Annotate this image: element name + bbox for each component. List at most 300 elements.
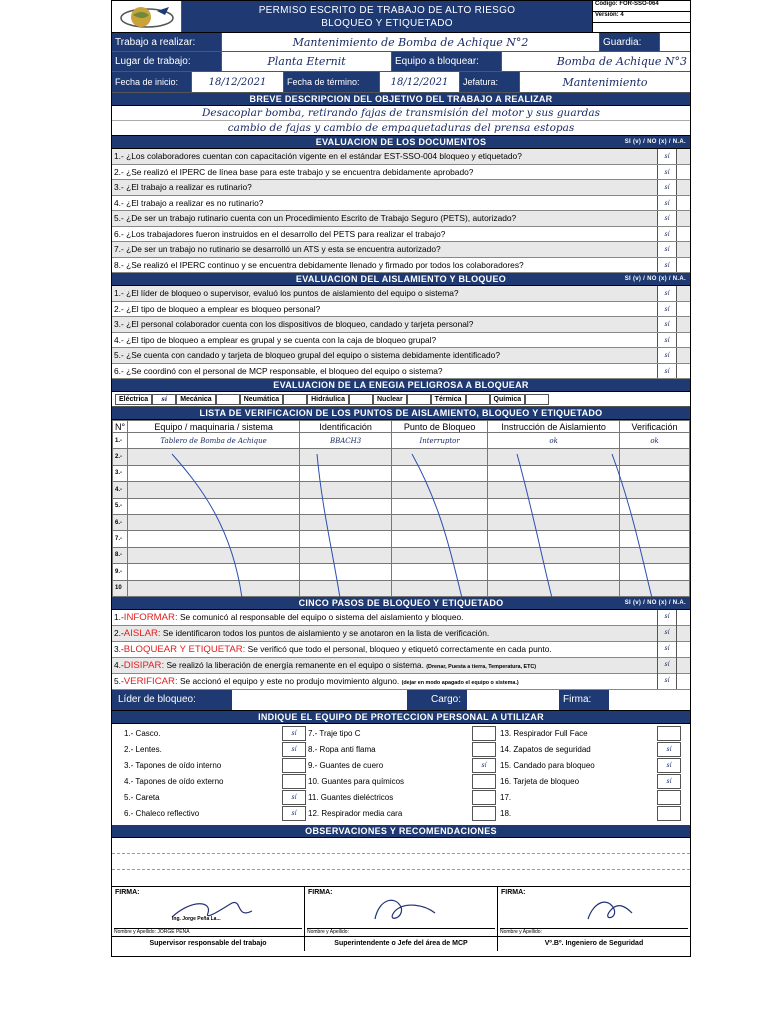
aislamiento-question	[112, 333, 690, 349]
paso-row	[112, 610, 690, 626]
paso-number: 2.-	[114, 627, 124, 638]
equipo-label: Equipo a bloquear:	[392, 52, 502, 71]
epp-item	[500, 726, 681, 742]
epp-item-label: 4.- Tapones de oído externo	[124, 777, 224, 787]
epp-item-checkbox[interactable]: sí	[282, 726, 306, 741]
epp-item-checkbox[interactable]	[472, 774, 496, 789]
aislamiento-question-text: 1.- ¿El líder de bloqueo o supervisor, evaluó los puntos de aislamiento del equipo o sistema?	[114, 288, 459, 298]
epp-item	[500, 806, 681, 822]
epp-item-label: 10. Guantes para químicos	[308, 777, 405, 787]
verificacion-title: LISTA DE VERIFICACION DE LOS PUNTOS DE AISLAMIENTO, BLOQUEO Y ETIQUETADO	[112, 407, 690, 420]
descripcion-title: BREVE DESCRIPCION DEL OBJETIVO DEL TRABAJO A REALIZAR	[112, 93, 690, 106]
epp-item-label: 11. Guantes dieléctricos	[308, 793, 394, 803]
lider-value[interactable]	[232, 690, 407, 710]
epp-item	[308, 758, 496, 774]
termino-value[interactable]: 18/12/2021	[380, 72, 460, 92]
verificacion-row	[113, 449, 690, 465]
aislamiento-question-text: 5.- ¿Se cuenta con candado y tarjeta de bloqueo grupal del equipo o sistema debidamente identificado?	[114, 350, 500, 360]
epp-item-label: 5.- Careta	[124, 793, 160, 803]
paso-answer[interactable]: sí	[657, 625, 677, 641]
aislamiento-answer[interactable]: sí	[657, 286, 677, 301]
documento-question-text: 6.- ¿Los trabajadores fueron instruidos en el desarrollo del PETS para realizar el trabajo?	[114, 228, 446, 239]
verificacion-cell[interactable]: ok	[488, 433, 620, 449]
verificacion-cell[interactable]	[392, 482, 488, 498]
epp-item-label: 17.	[500, 793, 512, 803]
aislamiento-list	[112, 286, 690, 379]
epp-item	[308, 774, 496, 790]
energia-row	[112, 392, 690, 407]
observaciones-title: OBSERVACIONES Y RECOMENDACIONES	[112, 825, 690, 838]
verificacion-cell[interactable]	[300, 531, 392, 547]
aislamiento-question-text: 2.- ¿El tipo de bloqueo a emplear es bloqueo personal?	[114, 303, 321, 314]
verificacion-cell[interactable]	[620, 547, 690, 563]
form-title-line-1: PERMISO ESCRITO DE TRABAJO DE ALTO RIESGO	[258, 4, 516, 16]
energia-type-checkbox[interactable]	[407, 394, 431, 405]
aislamiento-title	[112, 273, 690, 286]
firma-role: Supervisor responsable del trabajo	[112, 937, 305, 951]
verificacion-row	[113, 465, 690, 481]
paso-answer[interactable]: sí	[657, 609, 677, 625]
documento-answer[interactable]: sí	[657, 165, 677, 180]
verificacion-header-cell: N°	[113, 421, 128, 433]
documento-answer[interactable]: sí	[657, 196, 677, 211]
verificacion-table-wrap	[112, 420, 690, 597]
documento-answer[interactable]: sí	[657, 149, 677, 164]
cargo-value[interactable]	[467, 690, 559, 710]
paso-answer[interactable]: sí	[657, 641, 677, 657]
epp-item-checkbox[interactable]	[282, 774, 306, 789]
verificacion-cell[interactable]	[128, 449, 300, 465]
epp-item-label: 9.- Guantes de cuero	[308, 761, 384, 771]
firma-name-label: Nombre y Apellido:	[307, 928, 495, 935]
lider-row	[112, 690, 690, 711]
aislamiento-question	[112, 302, 690, 318]
epp-item-label: 6.- Chaleco reflectivo	[124, 809, 200, 819]
firma-box[interactable]	[498, 887, 690, 936]
verificacion-cell[interactable]	[620, 465, 690, 481]
verificacion-cell[interactable]	[128, 514, 300, 530]
aislamiento-question	[112, 348, 690, 364]
epp-item-checkbox[interactable]: sí	[657, 742, 681, 757]
firmas-row	[112, 886, 690, 936]
descripcion-line-2[interactable]: cambio de fajas y cambio de empaquetaduras del prensa estopas	[112, 121, 690, 136]
energia-type-label: Química	[490, 394, 526, 405]
epp-item-checkbox[interactable]	[657, 806, 681, 821]
documentos-answer-header: SI (v) / NO (x) / N.A.	[624, 139, 686, 145]
firma-box[interactable]	[305, 887, 498, 936]
descripcion-line-1[interactable]: Desacoplar bomba, retirando fajas de transmisión del motor y sus guardas	[112, 106, 690, 121]
handwritten-signature-icon	[498, 889, 688, 929]
verificacion-cell[interactable]	[128, 547, 300, 563]
epp-item-checkbox[interactable]: sí	[472, 758, 496, 773]
verificacion-cell[interactable]	[300, 498, 392, 514]
verificacion-cell[interactable]	[488, 465, 620, 481]
verificacion-cell[interactable]	[300, 564, 392, 580]
aislamiento-answer[interactable]: sí	[657, 333, 677, 348]
verificacion-cell[interactable]	[488, 482, 620, 498]
aislamiento-answer-header: SI (v) / NO (x) / N.A.	[624, 276, 686, 282]
paso-text-wrap	[112, 676, 657, 687]
epp-item	[124, 742, 306, 758]
verificacion-cell[interactable]	[488, 531, 620, 547]
energia-type-checkbox[interactable]	[349, 394, 373, 405]
epp-item-label: 14. Zapatos de seguridad	[500, 745, 591, 755]
paso-note: (dejar en modo apagado el equipo o sistema.)	[401, 679, 519, 686]
paso-key: DISIPAR:	[123, 659, 165, 671]
company-logo	[112, 1, 182, 32]
pasos-title	[112, 597, 690, 610]
paso-key: INFORMAR:	[123, 611, 178, 623]
verificacion-row-number: 4.-	[113, 482, 128, 498]
documento-question-text: 8.- ¿Se realizó el IPERC continuo y se encuentra debidamente llenado y firmado por todos los colaboradores?	[114, 259, 524, 270]
cargo-label: Cargo:	[430, 693, 461, 705]
work-row-2	[112, 52, 690, 72]
energia-type-checkbox[interactable]	[216, 394, 240, 405]
epp-item-checkbox[interactable]	[472, 726, 496, 741]
form-title	[182, 1, 592, 32]
energia-type-label: Térmica	[431, 394, 466, 405]
epp-item	[308, 726, 496, 742]
verificacion-cell[interactable]	[128, 482, 300, 498]
paso-note: (Drenar, Puesta a tierra, Temperatura, ETC)	[426, 663, 537, 670]
verificacion-row	[113, 547, 690, 563]
verificacion-row-number: 6.-	[113, 514, 128, 530]
verificacion-row-number: 5.-	[113, 498, 128, 514]
documento-answer[interactable]: sí	[657, 227, 677, 242]
jefatura-label: Jefatura:	[460, 72, 520, 92]
verificacion-cell[interactable]: BBACH3	[300, 433, 392, 449]
aislamiento-answer[interactable]: sí	[657, 317, 677, 332]
energia-type-label: Hidráulica	[307, 394, 349, 405]
paso-answer[interactable]: sí	[657, 657, 677, 673]
epp-item-label: 13. Respirador Full Face	[500, 729, 588, 739]
energia-type-checkbox[interactable]	[283, 394, 307, 405]
verificacion-row	[113, 433, 690, 449]
verificacion-header-cell: Equipo / maquinaria / sistema	[128, 421, 300, 433]
aislamiento-question-text: 3.- ¿El personal colaborador cuenta con los dispositivos de bloqueo, candado y tarjeta personal?	[114, 319, 474, 329]
documento-question	[112, 180, 690, 196]
epp-title: INDIQUE EL EQUIPO DE PROTECCION PERSONAL A UTILIZAR	[112, 711, 690, 724]
paso-number: 4.-	[114, 659, 124, 670]
epp-item	[308, 806, 496, 822]
work-row-3	[112, 72, 690, 93]
lugar-value[interactable]: Planta Eternit	[222, 52, 392, 71]
firma-role: Vº.Bº. Ingeniero de Seguridad	[544, 939, 644, 947]
documento-question-text: 1.- ¿Los colaboradores cuentan con capacitación vigente en el estándar EST-SSO-004 bloqueo y etiquetado?	[114, 151, 522, 161]
verificacion-row	[113, 498, 690, 514]
paso-row	[112, 658, 690, 674]
trabajo-value[interactable]: Mantenimiento de Bomba de Achique N°2	[222, 33, 600, 51]
aislamiento-question	[112, 286, 690, 302]
epp-item	[124, 726, 306, 742]
verificacion-cell[interactable]	[392, 465, 488, 481]
trabajo-label: Trabajo a realizar:	[112, 33, 222, 51]
epp-item	[124, 774, 306, 790]
firma-stamp: Ing. Jorge Peña La...	[172, 915, 221, 922]
documento-question	[112, 211, 690, 227]
verificacion-cell[interactable]	[620, 531, 690, 547]
termino-label: Fecha de término:	[284, 72, 380, 92]
documento-answer[interactable]: sí	[657, 242, 677, 257]
epp-item-label: 18.	[500, 809, 512, 819]
energia-type-checkbox[interactable]	[466, 394, 490, 405]
verificacion-row-number: 3.-	[113, 465, 128, 481]
epp-item-checkbox[interactable]	[282, 758, 306, 773]
verificacion-cell[interactable]	[488, 449, 620, 465]
epp-item	[124, 758, 306, 774]
verificacion-cell[interactable]	[128, 564, 300, 580]
verificacion-cell[interactable]: Interruptor	[392, 433, 488, 449]
verificacion-header-row	[113, 421, 690, 433]
documento-answer[interactable]: sí	[657, 180, 677, 195]
firma-name-label: Nombre y Apellido:	[500, 928, 688, 935]
paso-key: VERIFICAR:	[123, 675, 178, 687]
paso-row	[112, 626, 690, 642]
verificacion-cell[interactable]	[488, 547, 620, 563]
paso-key: BLOQUEAR Y ETIQUETAR:	[123, 643, 246, 655]
firma-box-label: FIRMA:	[308, 888, 333, 896]
epp-item-checkbox[interactable]	[472, 790, 496, 805]
paso-text-wrap	[112, 612, 657, 623]
verificacion-cell[interactable]	[488, 564, 620, 580]
observaciones-line-3[interactable]	[112, 870, 690, 886]
lugar-label: Lugar de trabajo:	[112, 52, 222, 71]
epp-item-checkbox[interactable]: sí	[657, 774, 681, 789]
verificacion-cell[interactable]	[392, 547, 488, 563]
epp-item-label: 8.- Ropa anti flama	[308, 745, 376, 755]
paso-text-wrap	[112, 660, 657, 671]
energia-type-label: Mecánica	[176, 394, 216, 405]
form-title-line-2: BLOQUEO Y ETIQUETADO	[321, 17, 453, 29]
paso-text: Se verificó que todo el personal, bloqueo y etiquetó correctamente en cada punto.	[247, 643, 552, 654]
paso-number: 1.-	[114, 611, 124, 622]
aislamiento-answer[interactable]: sí	[657, 348, 677, 363]
globe-logo-icon	[119, 3, 175, 31]
epp-item-label: 12. Respirador media cara	[308, 809, 403, 819]
epp-item	[124, 790, 306, 806]
documentos-title	[112, 136, 690, 149]
aislamiento-answer[interactable]: sí	[657, 364, 677, 379]
observaciones-line-2[interactable]	[112, 854, 690, 870]
verificacion-cell[interactable]	[620, 564, 690, 580]
verificacion-header-cell: Instrucción de Aislamiento	[488, 421, 620, 433]
verificacion-cell[interactable]	[620, 498, 690, 514]
epp-item-label: 2.- Lentes.	[124, 745, 162, 755]
documentos-list	[112, 149, 690, 273]
verificacion-cell[interactable]: Tablero de Bomba de Achique	[128, 433, 300, 449]
firma-box[interactable]	[112, 887, 305, 936]
paso-number: 3.-	[114, 643, 124, 654]
verificacion-row-number: 7.-	[113, 531, 128, 547]
pasos-list	[112, 610, 690, 690]
epp-item	[308, 790, 496, 806]
paso-text-wrap	[112, 644, 657, 655]
verificacion-cell[interactable]	[128, 531, 300, 547]
pasos-title-text: CINCO PASOS DE BLOQUEO Y ETIQUETADO	[298, 597, 504, 608]
verificacion-cell[interactable]: ok	[620, 433, 690, 449]
verificacion-row	[113, 514, 690, 530]
verificacion-cell[interactable]	[300, 465, 392, 481]
documento-question	[112, 227, 690, 243]
verificacion-cell[interactable]	[392, 449, 488, 465]
energia-type-checkbox[interactable]: sí	[152, 394, 176, 405]
verificacion-cell[interactable]	[300, 547, 392, 563]
verificacion-header-cell: Verificación	[620, 421, 690, 433]
equipo-value[interactable]: Bomba de Achique N°3	[556, 55, 687, 68]
inicio-value[interactable]: 18/12/2021	[192, 72, 284, 92]
energia-type-label: Neumática	[240, 394, 283, 405]
verificacion-cell[interactable]	[488, 498, 620, 514]
epp-grid	[112, 724, 690, 822]
epp-item-checkbox[interactable]	[657, 726, 681, 741]
paso-number: 5.-	[114, 675, 124, 686]
verificacion-cell[interactable]	[128, 498, 300, 514]
verificacion-row-number: 1.-	[113, 433, 128, 449]
jefatura-value[interactable]: Mantenimiento	[562, 75, 648, 89]
epp-item-checkbox[interactable]	[472, 742, 496, 757]
verificacion-cell[interactable]	[620, 580, 690, 596]
documento-answer[interactable]: sí	[657, 258, 677, 273]
verificacion-cell[interactable]	[392, 531, 488, 547]
aislamiento-title-text: EVALUACION DEL AISLAMIENTO Y BLOQUEO	[295, 274, 507, 284]
verificacion-cell[interactable]	[620, 449, 690, 465]
verificacion-cell[interactable]	[392, 580, 488, 596]
handwritten-signature-icon	[305, 889, 495, 929]
energia-type-label: Nuclear	[373, 394, 407, 405]
epp-item-label: 1.- Casco.	[124, 729, 161, 739]
verificacion-cell[interactable]	[392, 498, 488, 514]
energia-type-label: Eléctrica	[115, 394, 152, 405]
firma-label: Firma:	[563, 693, 592, 705]
verificacion-row-number: 8.-	[113, 547, 128, 563]
paso-text: Se accionó el equipo y este no produjo movimiento alguno.	[179, 675, 400, 686]
documento-question	[112, 149, 690, 165]
firma-box-label: FIRMA:	[501, 888, 526, 896]
lider-label: Líder de bloqueo:	[118, 693, 196, 705]
handwritten-signature-icon	[112, 889, 302, 929]
firmas-roles	[112, 936, 690, 951]
epp-item-label: 16. Tarjeta de bloqueo	[500, 777, 580, 787]
verificacion-cell[interactable]	[300, 482, 392, 498]
verificacion-row	[113, 564, 690, 580]
aislamiento-question	[112, 317, 690, 333]
documentos-title-text: EVALUACION DE LOS DOCUMENTOS	[315, 137, 487, 147]
paso-row	[112, 642, 690, 658]
firma-role: Superintendente o Jefe del área de MCP	[305, 937, 498, 951]
inicio-label: Fecha de inicio:	[112, 72, 192, 92]
verificacion-cell[interactable]	[128, 465, 300, 481]
guardia-value[interactable]	[660, 33, 690, 51]
documento-question	[112, 196, 690, 212]
verificacion-cell[interactable]	[488, 580, 620, 596]
epp-item-label: 3.- Tapones de oído interno	[124, 761, 222, 771]
form-code-box	[592, 1, 690, 32]
paso-text-wrap	[112, 628, 657, 639]
form-version: Versión: 4	[593, 12, 690, 23]
paso-text: Se realizó la liberación de energía remanente en el equipo o sistema.	[166, 659, 424, 670]
verificacion-cell[interactable]	[620, 482, 690, 498]
epp-item	[308, 742, 496, 758]
aislamiento-question-text: 6.- ¿Se coordinó con el personal de MCP responsable, el bloqueo del equipo o sistema?	[114, 365, 443, 376]
form-header	[112, 1, 690, 33]
firma-name-label: Nombre y Apellido: JORGE PEÑA	[114, 928, 302, 935]
verificacion-row	[113, 531, 690, 547]
paso-row	[112, 674, 690, 690]
documento-question-text: 7.- ¿De ser un trabajo no rutinario se desarrolló un ATS y esta se encuentra autorizado?	[114, 244, 441, 254]
verificacion-cell[interactable]	[488, 514, 620, 530]
aislamiento-question	[112, 364, 690, 380]
verificacion-table	[112, 420, 690, 597]
epp-column-3	[496, 726, 681, 822]
epp-item-checkbox[interactable]: sí	[657, 758, 681, 773]
documento-answer[interactable]: sí	[657, 211, 677, 226]
paso-text: Se identificaron todos los puntos de aislamiento y se anotaron en la lista de verificación.	[162, 627, 490, 638]
epp-item-checkbox[interactable]: sí	[282, 806, 306, 821]
verificacion-cell[interactable]	[300, 449, 392, 465]
verificacion-row	[113, 482, 690, 498]
energia-title: EVALUACION DE LA ENEGIA PELIGROSA A BLOQUEAR	[112, 379, 690, 392]
verificacion-header-cell: Punto de Bloqueo	[392, 421, 488, 433]
epp-item	[500, 758, 681, 774]
firma-box-label: FIRMA:	[115, 888, 140, 896]
work-row-1	[112, 33, 690, 52]
paso-answer[interactable]: sí	[657, 673, 677, 689]
energia-type-checkbox[interactable]	[525, 394, 549, 405]
documento-question-text: 2.- ¿Se realizó el IPERC de línea base para este trabajo y se encuentra debidamente aprobado?	[114, 166, 474, 177]
form-code: Código: FOR-SSO-064	[593, 1, 690, 12]
epp-item	[124, 806, 306, 822]
documento-question	[112, 242, 690, 258]
verificacion-row	[113, 580, 690, 596]
verificacion-cell[interactable]	[300, 514, 392, 530]
epp-column-2	[306, 726, 496, 822]
verificacion-header-cell: Identificación	[300, 421, 392, 433]
epp-item-checkbox[interactable]	[472, 806, 496, 821]
verificacion-cell[interactable]	[128, 580, 300, 596]
epp-item	[500, 742, 681, 758]
epp-column-1	[116, 726, 306, 822]
aislamiento-question-text: 4.- ¿El tipo de bloqueo a emplear es grupal y se cuenta con la caja de bloqueo grupal?	[114, 334, 437, 345]
verificacion-cell[interactable]	[392, 564, 488, 580]
verificacion-row-number: 2.-	[113, 449, 128, 465]
documento-question	[112, 258, 690, 274]
paso-text: Se comunicó al responsable del equipo o sistema del aislamiento y bloqueo.	[179, 611, 464, 622]
aislamiento-answer[interactable]: sí	[657, 302, 677, 317]
verificacion-row-number: 9.-	[113, 564, 128, 580]
paso-key: AISLAR:	[123, 627, 161, 639]
work-permit-form	[111, 0, 691, 957]
epp-item-checkbox[interactable]: sí	[282, 742, 306, 757]
observaciones-line-1[interactable]	[112, 838, 690, 854]
verificacion-cell[interactable]	[620, 514, 690, 530]
documento-question-text: 4.- ¿El trabajo a realizar es no rutinario?	[114, 197, 264, 208]
documento-question-text: 5.- ¿De ser un trabajo rutinario cuenta con un Procedimiento Escrito de Trabajo Seguro (PETS), autorizado?	[114, 213, 517, 223]
verificacion-row-number: 10	[113, 580, 128, 596]
verificacion-cell[interactable]	[392, 514, 488, 530]
epp-item-checkbox[interactable]	[657, 790, 681, 805]
firma-value[interactable]	[609, 690, 690, 710]
pasos-answer-header: SI (v) / NO (x) / N.A.	[624, 599, 686, 606]
documento-question	[112, 165, 690, 181]
guardia-label: Guardia:	[600, 33, 660, 51]
epp-item-label: 7.- Traje tipo C	[308, 729, 361, 739]
verificacion-cell[interactable]	[300, 580, 392, 596]
epp-item	[500, 790, 681, 806]
epp-item-label: 15. Candado para bloqueo	[500, 761, 595, 771]
epp-item-checkbox[interactable]: sí	[282, 790, 306, 805]
documento-question-text: 3.- ¿El trabajo a realizar es rutinario?	[114, 182, 252, 192]
epp-item	[500, 774, 681, 790]
